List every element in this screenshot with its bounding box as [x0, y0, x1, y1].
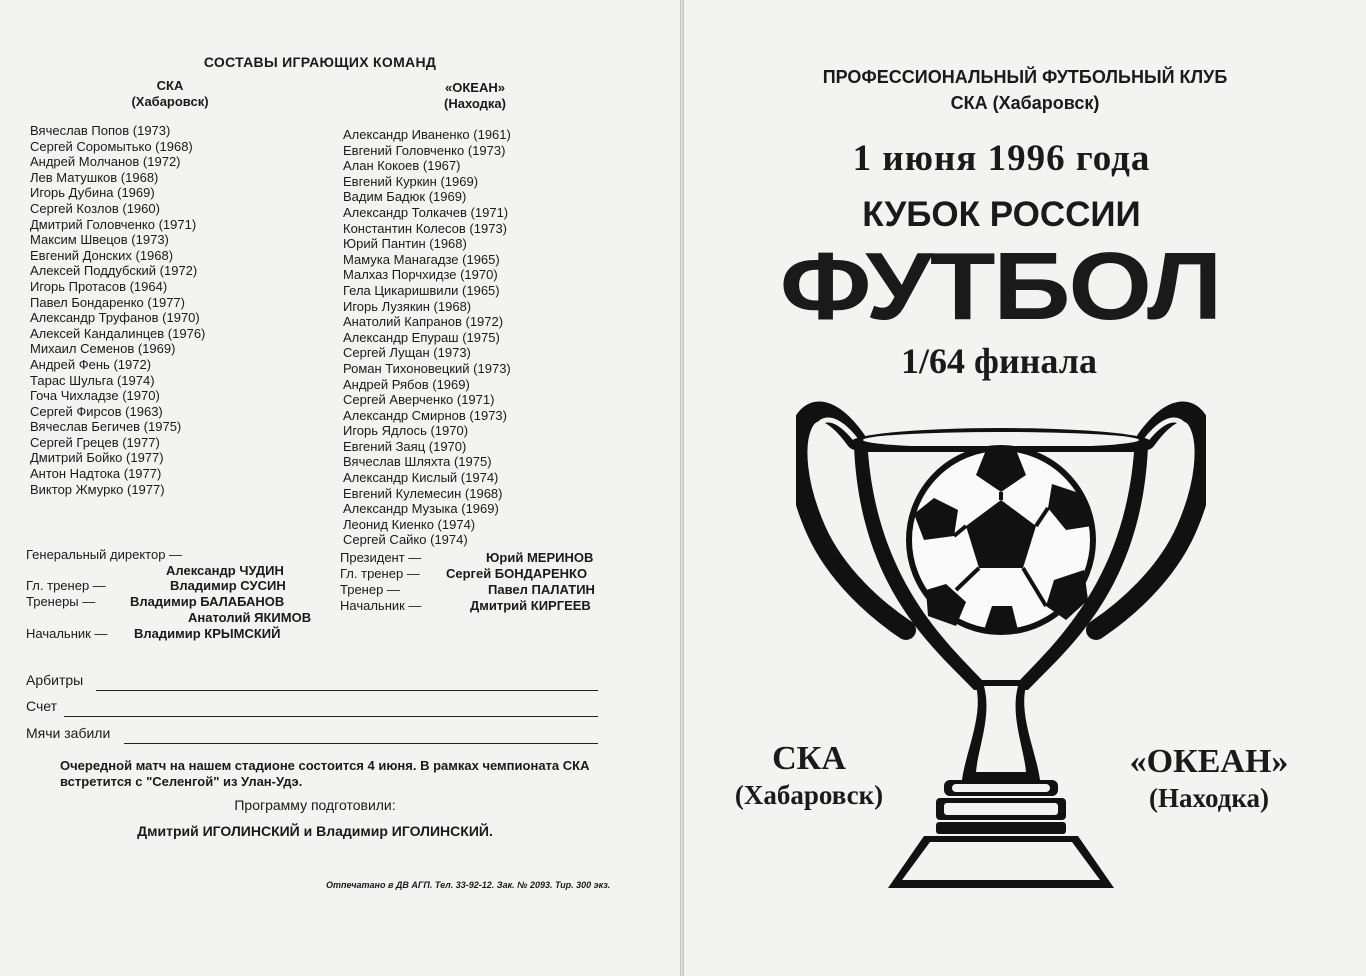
credits-heading: Программу подготовили:: [234, 797, 396, 813]
roster-item: Вячеслав Попов (1973): [30, 123, 171, 138]
away-chief-name: Дмитрий КИРГЕЕВ: [470, 598, 591, 613]
roster-item: Вячеслав Бегичев (1975): [30, 419, 182, 435]
roster-item: Игорь Дубина (1969): [30, 185, 155, 201]
roster-item: Сергей Аверченко (1971): [343, 392, 495, 408]
match-date: 1 июня 1996 года: [852, 138, 1151, 179]
home-coach-label: Гл. тренер —: [26, 578, 106, 593]
home-team-name-cover: СКА: [772, 740, 846, 777]
roster-item: Александр Иваненко (1961): [343, 127, 511, 142]
cover-page: [684, 0, 1366, 976]
roster-item: Михаил Семенов (1969): [30, 341, 176, 357]
roster-item: Игорь Ядлось (1970): [343, 423, 469, 439]
scorers-label: Мячи забили: [26, 725, 111, 741]
sport-title: ФУТБОЛ: [779, 233, 1221, 340]
competition-title: КУБОК РОССИИ: [862, 195, 1141, 234]
score-line: [64, 716, 598, 717]
away-team-name-cover: «ОКЕАН»: [1129, 743, 1289, 780]
left-page: [0, 0, 680, 976]
away-chief-label: Начальник —: [340, 598, 422, 613]
roster-item: Александр Толкачев (1971): [343, 204, 509, 220]
away-president-label: Президент —: [340, 550, 422, 565]
away-president-name: Юрий МЕРИНОВ: [486, 550, 594, 565]
roster-item: Александр Музыка (1969): [343, 501, 499, 517]
home-team-city-cover: (Хабаровск): [734, 780, 884, 810]
roster-item: Евгений Донских (1968): [30, 247, 174, 263]
roster-item: Павел Бондаренко (1977): [30, 294, 185, 310]
home-chief-label: Начальник —: [26, 626, 108, 641]
roster-item: Дмитрий Бойко (1977): [30, 450, 164, 466]
roster-item: Евгений Головченко (1973): [343, 142, 506, 158]
home-team-city: (Хабаровск): [131, 94, 209, 109]
referees-line: [96, 690, 598, 691]
home-trainer-1: Владимир БАЛАБАНОВ: [130, 594, 285, 609]
roster-item: Роман Тихоновецкий (1973): [343, 360, 511, 376]
home-trainer-2: Анатолий ЯКИМОВ: [188, 610, 312, 625]
round-title: 1/64 финала: [901, 341, 1097, 381]
roster-item: Александр Епураш (1975): [343, 329, 500, 345]
trophy-cup-icon: [796, 380, 1206, 900]
referees-label: Арбитры: [26, 672, 84, 688]
roster-item: Андрей Молчанов (1972): [30, 154, 181, 170]
roster-item: Алан Кокоев (1967): [343, 158, 461, 174]
away-coach-label: Гл. тренер —: [340, 566, 420, 581]
lineups-title: СОСТАВЫ ИГРАЮЩИХ КОМАНД: [203, 54, 437, 70]
roster-item: Дмитрий Головченко (1971): [30, 216, 197, 232]
home-roster: [30, 123, 320, 497]
away-trainer-name: Павел ПАЛАТИН: [488, 582, 595, 597]
home-coach-name: Владимир СУСИН: [170, 578, 286, 593]
roster-item: Максим Швецов (1973): [30, 232, 169, 248]
roster-item: Евгений Куркин (1969): [343, 173, 479, 189]
printer-note: Отпечатано в ДВ АГП. Тел. 33-92-12. Зак. № 2093. Тир. 300 экз.: [326, 880, 611, 890]
home-team-header: [120, 78, 220, 110]
away-team-block: [1104, 743, 1314, 814]
roster-item: Константин Колесов (1973): [343, 220, 508, 236]
roster-item: Сергей Соромытько (1968): [30, 138, 193, 154]
home-team-block: [704, 740, 914, 811]
roster-item: Алексей Кандалинцев (1976): [30, 325, 206, 341]
soccer-ball-icon: [909, 448, 1093, 632]
away-trainer-label: Тренер —: [340, 582, 400, 597]
roster-item: Евгений Заяц (1970): [343, 438, 467, 454]
roster-item: Сергей Лущан (1973): [343, 345, 471, 361]
roster-item: Антон Надтока (1977): [30, 466, 162, 482]
roster-item: Андрей Фень (1972): [30, 356, 152, 372]
roster-item: Тарас Шульга (1974): [30, 372, 155, 388]
away-team-city-cover: (Находка): [1149, 783, 1269, 813]
roster-item: Сергей Грецев (1977): [30, 434, 160, 450]
roster-item: Малхаз Порчхидзе (1970): [343, 267, 498, 283]
away-team-header: [420, 80, 530, 112]
roster-item: Вячеслав Шляхта (1975): [343, 454, 492, 470]
home-gd-label: Генеральный директор —: [26, 547, 183, 562]
score-label: Счет: [26, 698, 57, 714]
roster-item: Александр Смирнов (1973): [343, 407, 507, 423]
roster-item: Александр Кислый (1974): [343, 470, 499, 486]
roster-item: Андрей Рябов (1969): [343, 376, 470, 392]
roster-item: Лев Матушков (1968): [30, 169, 159, 185]
home-trainers-label: Тренеры —: [26, 594, 96, 609]
away-team-city: (Находка): [444, 96, 506, 111]
roster-item: Алексей Поддубский (1972): [30, 263, 198, 279]
roster-item: Мамука Манагадзе (1965): [343, 251, 500, 267]
roster-item: Гоча Чихладзе (1970): [30, 388, 160, 404]
next-match-note: Очередной матч на нашем стадионе состоится 4 июня. В рамках чемпионата СКА встретится с "Селенгой" из Улан-Удэ.: [60, 758, 590, 789]
away-coach-name: Сергей БОНДАРЕНКО: [446, 566, 588, 581]
home-team-name: СКА: [156, 78, 184, 93]
home-gd-name: Александр ЧУДИН: [166, 563, 284, 578]
club-line-1: ПРОФЕССИОНАЛЬНЫЙ ФУТБОЛЬНЫЙ КЛУБ: [822, 67, 1228, 87]
credits-names: Дмитрий ИГОЛИНСКИЙ и Владимир ИГОЛИНСКИЙ.: [137, 823, 493, 839]
roster-item: Игорь Лузякин (1968): [343, 298, 472, 314]
roster-item: Вадим Бадюк (1969): [343, 189, 467, 205]
roster-item: Александр Труфанов (1970): [30, 310, 200, 326]
roster-item: Евгений Кулемесин (1968): [343, 485, 503, 501]
club-name: [684, 64, 1366, 116]
home-chief-name: Владимир КРЫМСКИЙ: [134, 626, 281, 641]
away-roster: [343, 127, 643, 548]
roster-item: Леонид Киенко (1974): [343, 516, 476, 532]
roster-item: Анатолий Капранов (1972): [343, 314, 504, 330]
roster-item: Игорь Протасов (1964): [30, 278, 168, 294]
roster-item: Сергей Сайко (1974): [343, 532, 468, 548]
scorers-line: [124, 743, 598, 744]
away-team-name: «ОКЕАН»: [445, 80, 505, 95]
roster-item: Сергей Козлов (1960): [30, 200, 160, 216]
roster-item: Виктор Жмурко (1977): [30, 481, 165, 497]
roster-item: Гела Цикаришвили (1965): [343, 282, 500, 298]
roster-item: Юрий Пантин (1968): [343, 236, 467, 252]
club-line-2: СКА (Хабаровск): [950, 93, 1100, 113]
roster-item: Сергей Фирсов (1963): [30, 403, 163, 419]
